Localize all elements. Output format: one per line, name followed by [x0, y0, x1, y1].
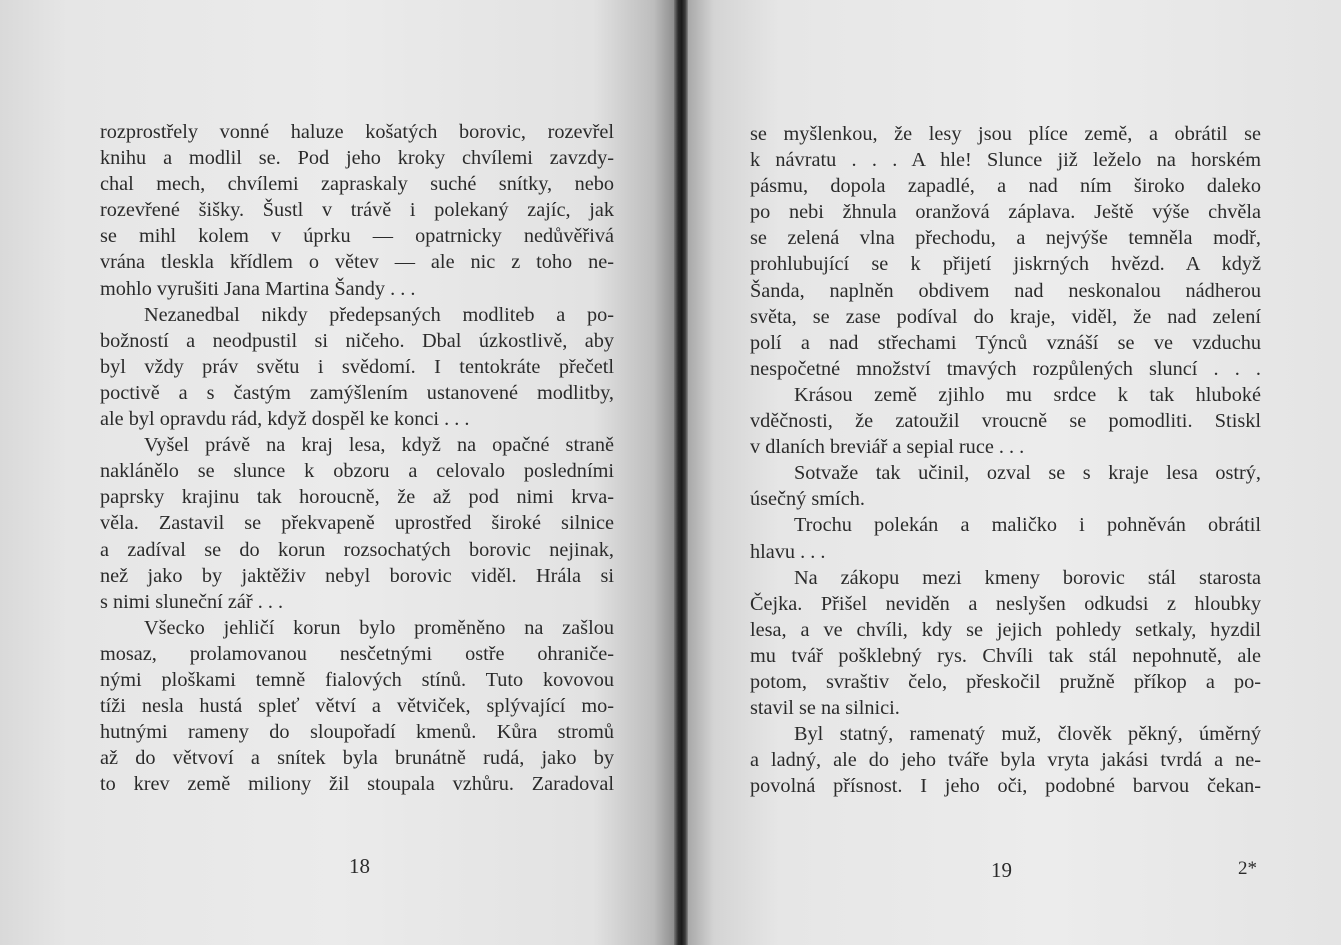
- text-line: Sotvaže tak učinil, ozval se s kraje lesa ostrý,: [794, 462, 1261, 485]
- text-line: ale byl opravdu rád, když dospěl ke konci . . .: [100, 408, 470, 431]
- text-line: než jako by jaktěživ nebyl borovic viděl. Hrála si: [100, 564, 614, 587]
- right-page-body-text: [750, 121, 1261, 799]
- text-line: mosaz, prolamovanou nesčetnými ostře ohraniče-: [100, 642, 614, 665]
- text-line: božností a neodpustil si ničeho. Dbal úzkostlivě, aby: [100, 329, 614, 352]
- text-line: rozprostřely vonné haluze košatých borovic, rozevřel: [100, 121, 614, 143]
- text-line: s nimi sluneční zář . . .: [100, 590, 284, 613]
- text-line: povolná přísnost. I jeho oči, podobné barvou čekan-: [750, 775, 1261, 798]
- text-line: se mihl kolem v úprku — opatrnicky nedůvěřivá: [100, 225, 614, 248]
- text-line: pásmu, dopola zapadlé, a nad ním široko daleko: [750, 175, 1261, 198]
- text-line: paprsky krajinu tak horoucně, že až pod nimi krva-: [100, 486, 614, 509]
- text-line: vděčnosti, že zatoužil vroucně se pomodliti. Stiskl: [750, 410, 1261, 433]
- text-line: naklánělo se slunce k obzoru a celovalo posledními: [100, 460, 614, 483]
- text-line: polí a nad střechami Týnců vznáší se ve vzduchu: [750, 331, 1261, 354]
- text-line: Všecko jehličí korun bylo proměněno na zašlou: [144, 616, 614, 639]
- text-line: to krev země miliony žil stoupala vzhůru. Zaradoval: [100, 773, 614, 796]
- text-line: vrána tleskla křídlem o větev — ale nic z toho ne-: [100, 251, 614, 274]
- text-line: a ladný, ale do jeho tváře byla vryta jakási tvrdá a ne-: [750, 749, 1261, 772]
- text-line: a zadíval se do korun rozsochatých borovic nejinak,: [100, 538, 614, 561]
- text-line: tíži nesla hustá spleť větví a větviček, splývající mo-: [100, 695, 614, 718]
- text-line: stavil se na silnici.: [750, 697, 900, 720]
- signature-mark: 2*: [1238, 858, 1257, 879]
- text-line: nespočetné množství tmavých rozpůlených sluncí . . .: [750, 357, 1261, 380]
- text-line: Krásou země zjihlo mu srdce k tak hluboké: [794, 383, 1261, 406]
- text-line: až do větvoví a snítek byla brunátně rudá, jako by: [100, 747, 614, 770]
- text-line: věla. Zastavil se překvapeně uprostřed široké silnice: [100, 512, 614, 535]
- text-line: mu tvář pošklebný rys. Chvíli tak stál nepohnutě, ale: [750, 644, 1261, 667]
- text-line: Na zákopu mezi kmeny borovic stál starosta: [794, 566, 1261, 589]
- text-line: v dlaních breviář a sepial ruce . . .: [750, 436, 1025, 459]
- text-line: světa, se zase podíval do kraje, viděl, že nad zelení: [750, 305, 1261, 328]
- text-line: prohlubující se k přijetí jiskrných hvězd. A když: [750, 253, 1261, 276]
- text-line: mohlo vyrušiti Jana Martina Šandy . . .: [100, 277, 416, 300]
- text-line: Čejka. Přišel neviděn a neslyšen odkudsi z hloubky: [750, 592, 1261, 615]
- left-page-number: 18: [349, 854, 370, 878]
- text-line: lesa, a ve chvíli, kdy se jejich pohledy setkaly, hyzdil: [750, 618, 1261, 641]
- text-line: nými ploškami temně fialových stínů. Tuto kovovou: [100, 668, 614, 691]
- text-line: chal mech, chvílemi zapraskaly suché snítky, nebo: [100, 173, 614, 196]
- text-line: Byl statný, ramenatý muž, člověk pěkný, úměrný: [794, 723, 1261, 746]
- text-line: hlavu . . .: [750, 540, 826, 563]
- text-line: knihu a modlil se. Pod jeho kroky chvílemi zavzdy-: [100, 147, 614, 170]
- text-line: poctivě a s častým zamýšlením ustanovené modlitby,: [100, 381, 614, 404]
- text-line: Nezanedbal nikdy předepsaných modliteb a po-: [144, 303, 614, 326]
- text-line: k návratu . . . A hle! Slunce již leželo na horském: [750, 149, 1261, 172]
- book-gutter: [674, 0, 688, 945]
- text-line: byl vždy práv světu i svědomí. I tentokráte přečetl: [100, 355, 614, 378]
- text-line: se zelená vlna přechodu, a nejvýše temněla modř,: [750, 227, 1261, 250]
- text-line: Vyšel právě na kraj lesa, když na opačné straně: [144, 434, 614, 457]
- text-line: po nebi žhnula oranžová záplava. Ještě výše chvěla: [750, 201, 1261, 224]
- text-line: potom, svraštiv čelo, přeskočil pružně příkop a po-: [750, 670, 1261, 693]
- text-line: rozevřené šišky. Šustl v trávě i polekaný zajíc, jak: [100, 199, 614, 222]
- left-page-body-text: [100, 119, 614, 797]
- text-line: se myšlenkou, že lesy jsou plíce země, a obrátil se: [750, 123, 1261, 145]
- text-line: hutnými rameny do sloupořadí kmenů. Kůra stromů: [100, 721, 614, 744]
- text-line: Trochu polekán a maličko i pohněván obrátil: [794, 514, 1261, 537]
- text-line: úsečný smích.: [750, 488, 865, 511]
- text-line: Šanda, naplněn obdivem nad neskonalou nádherou: [750, 279, 1261, 302]
- right-page: [688, 0, 1341, 945]
- right-page-number: 19: [991, 858, 1012, 882]
